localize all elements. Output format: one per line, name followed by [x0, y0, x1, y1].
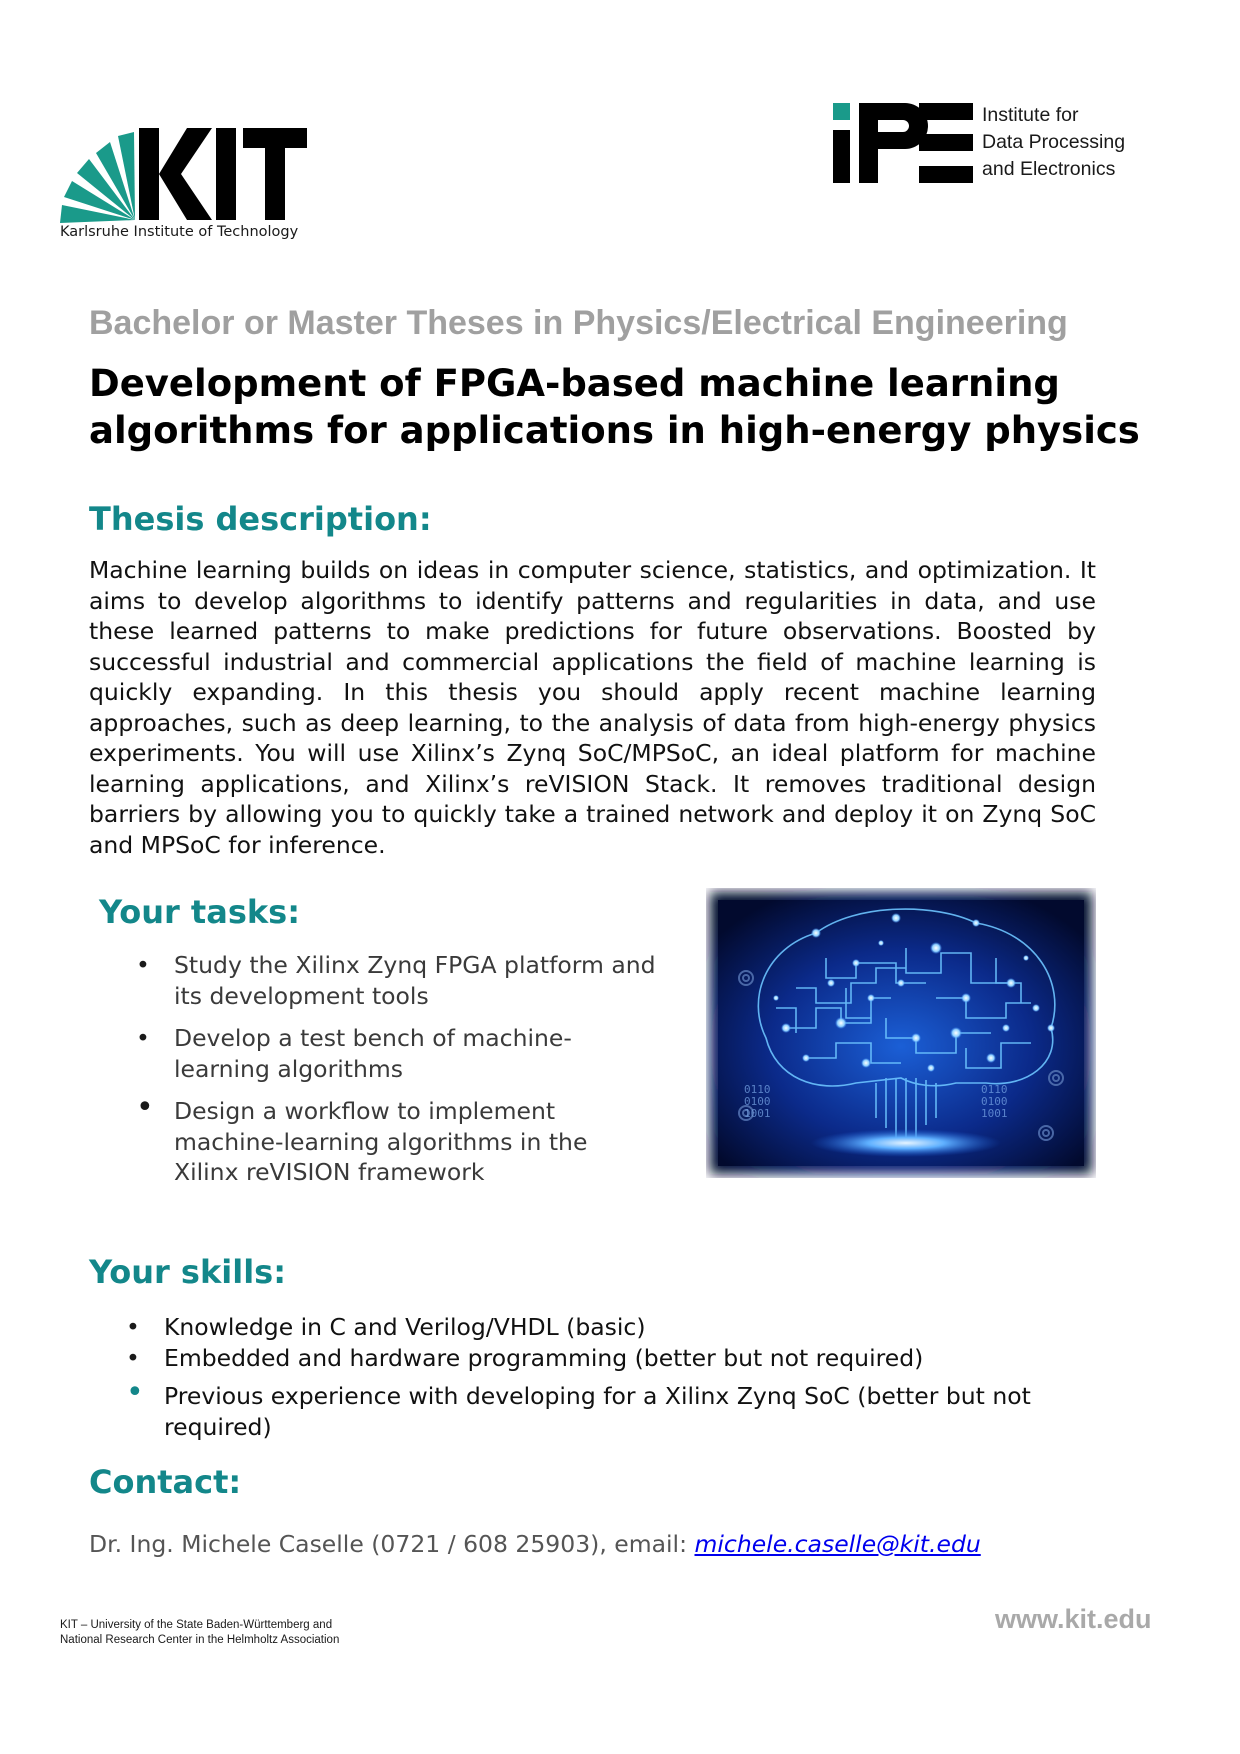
contact-line — [89, 1530, 981, 1558]
kit-logo-fan-icon — [60, 132, 135, 223]
ipe-line-1: Institute for — [982, 104, 1079, 126]
task-item: • Develop a test bench of machine-learning algorithms — [136, 1023, 656, 1084]
binary-text: 0100 — [981, 1095, 1008, 1108]
skill-item: • Knowledge in C and Verilog/VHDL (basic) — [126, 1312, 1116, 1343]
footer-line-2: National Research Center in the Helmholtz Association — [60, 1634, 340, 1646]
skills-heading: Your skills: — [89, 1253, 286, 1291]
ipe-logo — [833, 103, 973, 183]
binary-text: 1001 — [981, 1107, 1008, 1120]
task-item: • Study the Xilinx Zynq FPGA platform and its development tools — [136, 950, 656, 1011]
skills-list — [126, 1312, 1116, 1442]
footer-line-1: KIT – University of the State Baden-Württemberg and — [60, 1619, 333, 1631]
description-text: Machine learning builds on ideas in computer science, statistics, and optimization. It aims to develop algorithms to identify patterns and regularities in data, and use these learned patterns to make predictions for future observations. Boosted by successful industrial and commercial applications the field of machine learning is quickly expanding. In this thesis you should apply recent machine learning approaches, such as deep learning, to the analysis of data from high-energy physics experiments. You will use Xilinx’s Zynq SoC/MPSoC, an ideal platform for machine learning applications, and Xilinx’s reVISION Stack. It removes traditional design barriers by allowing you to quickly take a trained network and deploy it on Zynq SoC and MPSoC for inference. — [89, 556, 1096, 859]
ipe-line-2: Data Processing — [982, 131, 1126, 153]
thesis-title — [89, 360, 1140, 454]
ipe-institute-name — [982, 102, 1125, 183]
thesis-title-line-2: algorithms for applications in high-energy physics — [89, 409, 1140, 452]
website-url: www.kit.edu — [995, 1604, 1152, 1634]
contact-email-link[interactable]: michele.caselle@kit.edu — [694, 1530, 981, 1558]
binary-text: 0110 — [981, 1083, 1008, 1096]
kit-tagline: Karlsruhe Institute of Technology — [60, 224, 299, 240]
description-heading: Thesis description: — [89, 500, 432, 538]
binary-text: 1001 — [744, 1107, 771, 1120]
contact-text: Dr. Ing. Michele Caselle (0721 / 608 25903), email: — [89, 1530, 695, 1558]
circuit-brain-image — [706, 888, 1096, 1178]
binary-text: 0100 — [744, 1095, 771, 1108]
ipe-line-3: and Electronics — [982, 158, 1116, 180]
skill-item: • Embedded and hardware programming (better but not required) — [126, 1343, 1116, 1374]
tasks-heading: Your tasks: — [99, 893, 300, 931]
thesis-type-subtitle: Bachelor or Master Theses in Physics/Electrical Engineering — [89, 304, 1068, 342]
tasks-list — [136, 950, 656, 1200]
contact-heading: Contact: — [89, 1463, 242, 1501]
kit-logo-letters — [139, 128, 307, 220]
binary-text: 0110 — [744, 1083, 771, 1096]
task-item: • Design a workflow to implement machine-learning algorithms in the Xilinx reVISION framework — [136, 1096, 656, 1188]
thesis-title-line-1: Development of FPGA-based machine learning — [89, 362, 1060, 405]
skill-item: • Previous experience with developing for a Xilinx Zynq SoC (better but not required) — [126, 1381, 1116, 1442]
footer-affiliation — [60, 1618, 339, 1648]
